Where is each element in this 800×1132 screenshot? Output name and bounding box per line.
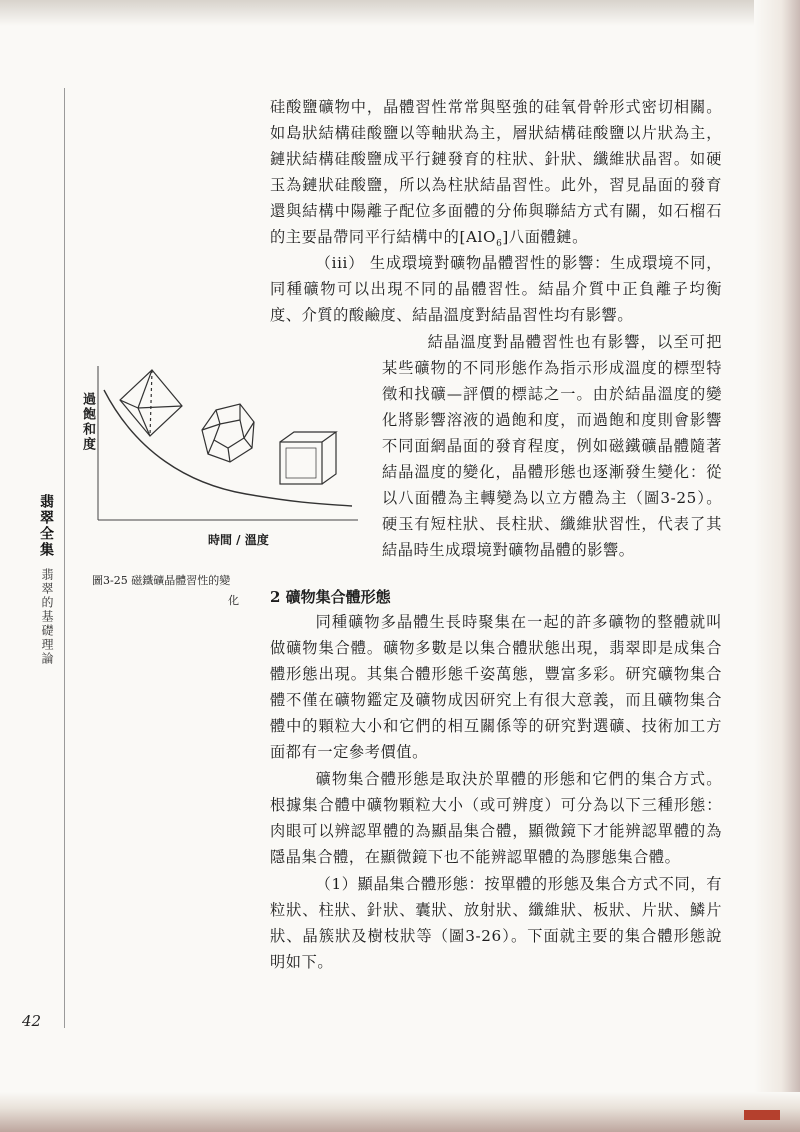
cube-crystal-icon (280, 432, 336, 484)
page-top-shadow (0, 0, 800, 26)
section-heading: 2 礦物集合體形態 (270, 588, 391, 606)
octahedron-crystal-icon (120, 370, 182, 436)
book-edge-mark (744, 1110, 780, 1120)
paragraph-silicate-habit-text: 硅酸鹽礦物中，晶體習性常常與堅強的硅氧骨幹形式密切相關。如島狀結構硅酸鹽以等軸狀為主，層狀結構硅酸鹽以片狀為主，鏈狀結構硅酸鹽成平行鏈發育的柱狀、針狀、纖維狀晶習。如硬玉為鏈狀硅酸鹽，所以為柱狀結晶習性。此外，習見晶面的發育還與結構中陽離子配位多面體的分佈與聯結方式有關，如石榴石的主要晶帶同平行結構中的[AlO (270, 98, 722, 246)
page-number: 42 (22, 1012, 42, 1030)
side-book-title: 翡翠全集 (38, 494, 54, 558)
paragraph-aggregate-types: 礦物集合體形態是取決於單體的形態和它們的集合方式。根據集合體中礦物顆粒大小（或可辨度）可分為以下三種形態：肉眼可以辨認單體的為顯晶集合體，顯微鏡下才能辨認單體的為隱晶集合體，在顯微鏡下也不能辨認單體的為膠態集合體。 (270, 770, 722, 866)
figure-caption-continued: 化 (228, 594, 239, 607)
side-chapter-title: 翡翠的基礎理論 (40, 568, 54, 666)
paragraph-phanerocrystalline: （1）顯晶集合體形態：按單體的形態及集合方式不同，有粒狀、柱狀、針狀、囊狀、放射狀、纖維狀、板狀、片狀、鱗片狀、晶簇狀及樹枝狀等（圖3-26）。下面就主要的集合體形態說明如下。 (270, 875, 722, 971)
page-bottom-edge (0, 1092, 800, 1132)
figure-y-label: 過飽和度 (80, 392, 95, 452)
figure-caption: 圖3-25 磁鐵礦晶體習性的變 (92, 574, 231, 587)
paragraph-environment-effect: （iii） 生成環境對礦物晶體習性的影響：生成環境不同，同種礦物可以出現不同的晶體習性。結晶介質中正負離子均衡度、介質的酸鹼度、結晶溫度對結晶習性均有影響。 (270, 254, 722, 324)
paragraph-silicate-habit (270, 94, 722, 257)
paragraph-silicate-habit-end: ]八面體鏈。 (502, 228, 588, 246)
margin-rule (64, 88, 65, 1028)
paragraph-temperature-effect: 結晶溫度對晶體習性也有影響，以至可把某些礦物的不同形態作為指示形成溫度的標型特徵和找礦—評價的標誌之一。由於結晶溫度的變化將影響溶液的過飽和度，而過飽和度則會影響不同面網晶面的發育程度，例如磁鐵礦晶體隨著結晶溫度的變化，晶體形態也逐漸發生變化：從以八面體為主轉變為以立方體為主（圖3-25）。硬玉有短柱狀、長柱狀、纖維狀習性，代表了其結晶時生成環境對礦物晶體的影響。 (382, 333, 722, 559)
page-right-edge (754, 0, 800, 1132)
magnetite-habit-figure (76, 356, 366, 556)
figure-x-label: 時間 / 溫度 (208, 533, 269, 547)
subscript-six: 6 (496, 239, 503, 250)
paragraph-aggregate-definition: 同種礦物多晶體生長時聚集在一起的許多礦物的整體就叫做礦物集合體。礦物多數是以集合體狀態出現，翡翠即是成集合體形態出現。其集合體形態千姿萬態，豐富多彩。研究礦物集合體不僅在礦物鑑定及礦物成因研究上有很大意義，而且礦物集合體中的顆粒大小和它們的相互關係等的研究對選礦、技術加工方面都有一定參考價值。 (270, 613, 722, 761)
rhombic-dodecahedron-crystal-icon (202, 404, 254, 462)
